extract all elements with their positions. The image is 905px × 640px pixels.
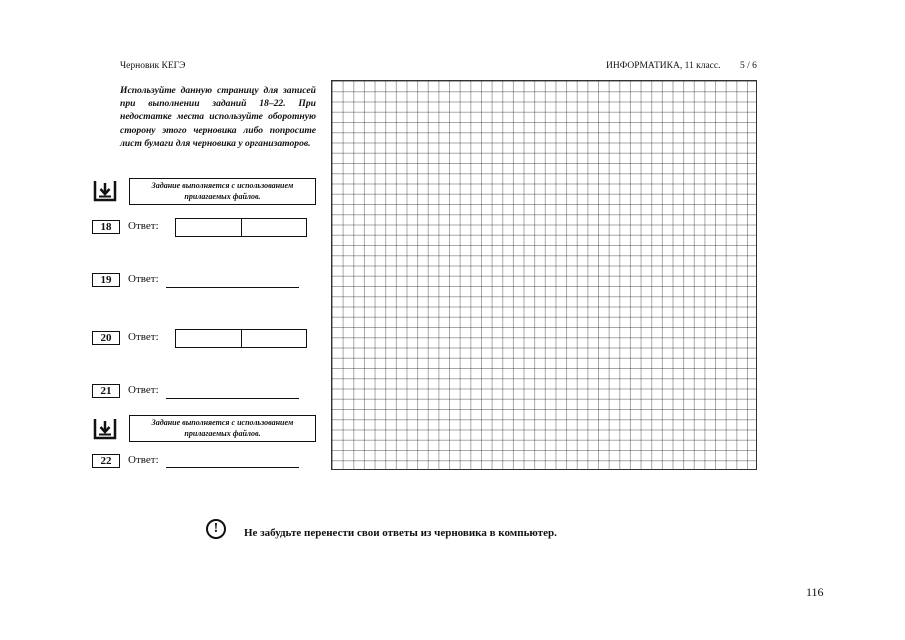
download-icon bbox=[92, 417, 118, 441]
task-number-21: 21 bbox=[92, 384, 120, 398]
answer-label-22: Ответ: bbox=[128, 454, 159, 466]
reminder-text: Не забудьте перенести свои ответы из черновика в компьютер. bbox=[244, 527, 557, 539]
answer-label-20: Ответ: bbox=[128, 331, 159, 343]
task-number-19: 19 bbox=[92, 273, 120, 287]
draft-grid[interactable] bbox=[331, 80, 757, 470]
page-number: 116 bbox=[806, 585, 824, 599]
answer-line-19[interactable] bbox=[166, 286, 299, 288]
answer-table-18[interactable] bbox=[175, 218, 307, 237]
answer-label-19: Ответ: bbox=[128, 273, 159, 285]
answer-label-18: Ответ: bbox=[128, 220, 159, 232]
instruction-text: Используйте данную страницу для записей при выполнении заданий 18–22. При недостатке места используйте оборотную сторону этого черновика либо попросите лист бумаги для черновика у организаторов. bbox=[120, 85, 316, 149]
answer-line-21[interactable] bbox=[166, 397, 299, 399]
answer-line-22[interactable] bbox=[166, 466, 299, 468]
file-note-1: Задание выполняется с использованием прилагаемых файлов. bbox=[129, 178, 316, 205]
exclamation-circle-icon: ! bbox=[206, 519, 226, 539]
answer-table-20[interactable] bbox=[175, 329, 307, 348]
task-number-20: 20 bbox=[92, 331, 120, 345]
download-icon bbox=[92, 179, 118, 203]
file-note-2: Задание выполняется с использованием прилагаемых файлов. bbox=[129, 415, 316, 442]
header-subject: ИНФОРМАТИКА, 11 класс. bbox=[606, 61, 721, 71]
header-left: Черновик КЕГЭ bbox=[120, 61, 186, 71]
header-page: 5 / 6 bbox=[740, 61, 757, 71]
task-number-22: 22 bbox=[92, 454, 120, 468]
task-number-18: 18 bbox=[92, 220, 120, 234]
answer-label-21: Ответ: bbox=[128, 384, 159, 396]
